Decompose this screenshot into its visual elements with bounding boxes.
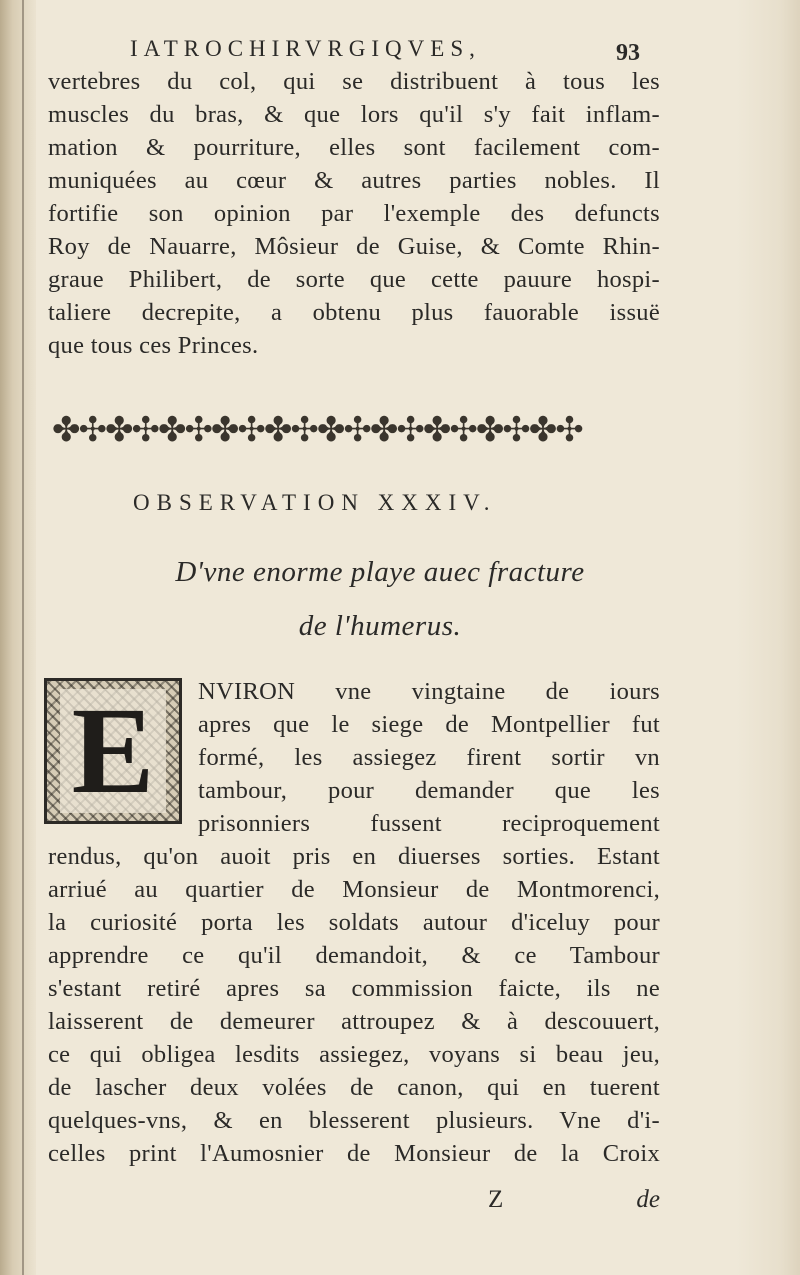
- text-line: la curiosité porta les soldats autour d'iceluy pour: [48, 909, 660, 936]
- text-line: NVIRON vne vingtaine de iours: [198, 678, 660, 705]
- text-line: muniquées au cœur & autres parties nobles. Il: [48, 167, 660, 194]
- text-line: graue Philibert, de sorte que cette pauure hospi-: [48, 266, 660, 293]
- text-line: ce qui obligea lesdits assiegez, voyans si beau jeu,: [48, 1041, 660, 1068]
- signature-mark: Z: [488, 1186, 504, 1213]
- text-line: Roy de Nauarre, Môsieur de Guise, & Comte Rhin-: [48, 233, 660, 260]
- text-line: de lascher deux volées de canon, qui en tuerent: [48, 1074, 660, 1101]
- page-footer: [48, 1186, 660, 1216]
- text-line: laisserent de demeurer attroupez & à descouuert,: [48, 1008, 660, 1035]
- text-line: formé, les assiegez firent sortir vn: [198, 744, 660, 771]
- text-line: fortifie son opinion par l'exemple des defuncts: [48, 200, 660, 227]
- observation-heading: OBSERVATION XXXIV.: [133, 490, 497, 515]
- text-line: taliere decrepite, a obtenu plus fauorable issuë: [48, 299, 660, 326]
- observation-subtitle-line-1: D'vne enorme playe auec fracture: [175, 556, 585, 588]
- printers-ornament-band: ✤✣✤✣✤✣✤✣✤✣✤✣✤✣✤✣✤✣✤✣: [52, 412, 582, 449]
- text-line: prisonniers fussent reciproquement: [198, 810, 660, 837]
- decorated-initial: [44, 678, 182, 824]
- catchword: de: [636, 1186, 660, 1213]
- text-line: arriué au quartier de Monsieur de Montmorenci,: [48, 876, 660, 903]
- drop-cap-letter: E: [60, 689, 167, 813]
- text-line: vertebres du col, qui se distribuent à tous les: [48, 68, 660, 95]
- text-line: que tous ces Princes.: [48, 332, 259, 359]
- text-line: celles print l'Aumosnier de Monsieur de la Croix: [48, 1140, 660, 1167]
- text-line: rendus, qu'on auoit pris en diuerses sorties. Estant: [48, 843, 660, 870]
- text-line: muscles du bras, & que lors qu'il s'y fait inflam-: [48, 101, 660, 128]
- text-line: tambour, pour demander que les: [198, 777, 660, 804]
- text-line: apres que le siege de Montpellier fut: [198, 711, 660, 738]
- running-head: [130, 36, 660, 62]
- page-number: 93: [616, 40, 640, 66]
- observation-subtitle-line-2: de l'humerus.: [298, 610, 462, 642]
- text-line: quelques-vns, & en blesserent plusieurs. Vne d'i-: [48, 1107, 660, 1134]
- text-line: s'estant retiré apres sa commission faicte, ils ne: [48, 975, 660, 1002]
- running-head-title: IATROCHIRVRGIQVES,: [130, 36, 481, 61]
- text-line: mation & pourriture, elles sont facilement com-: [48, 134, 660, 161]
- text-line: apprendre ce qu'il demandoit, & ce Tambour: [48, 942, 660, 969]
